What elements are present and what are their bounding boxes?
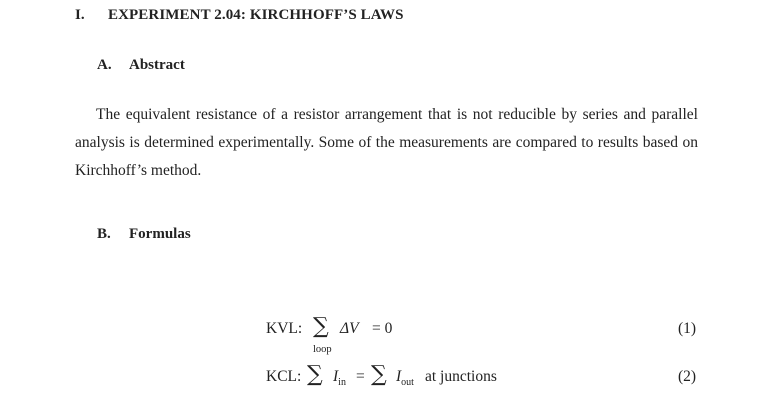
- section-number: I.: [75, 7, 85, 23]
- kcl-lhs-var: I: [333, 368, 339, 385]
- kvl-sigma: ∑: [313, 314, 329, 339]
- abstract-number: A.: [97, 57, 112, 73]
- section-title: EXPERIMENT 2.04: KIRCHHOFF’S LAWS: [108, 7, 404, 23]
- kvl-label: KVL:: [266, 320, 303, 337]
- kcl-equals: =: [356, 368, 365, 385]
- kvl-equation-number: (1): [678, 320, 697, 337]
- formulas-number: B.: [97, 226, 111, 242]
- kcl-lhs-sigma: ∑: [307, 362, 323, 387]
- kcl-rhs: [396, 368, 414, 386]
- abstract-paragraph: The equivalent resistance of a resistor arrangement that is not reducible by series and parallel analysis is determined experimentally. Some of the measurements are compared to results based on Kirchhoff’s method.: [75, 106, 698, 179]
- kcl-lhs: [333, 368, 346, 386]
- kcl-tail: at junctions: [425, 368, 497, 385]
- kcl-rhs-sigma: ∑: [371, 362, 387, 387]
- kvl-term: ΔV: [340, 320, 359, 337]
- formulas-title: Formulas: [129, 226, 191, 242]
- abstract-title: Abstract: [129, 57, 185, 73]
- kcl-rhs-sub: out: [401, 377, 414, 388]
- kvl-equals: = 0: [372, 320, 393, 337]
- kcl-rhs-var: I: [396, 368, 402, 385]
- kcl-lhs-sub: in: [338, 377, 346, 388]
- kcl-label: KCL:: [266, 368, 302, 385]
- kcl-equation-number: (2): [678, 368, 697, 385]
- kvl-under-loop: loop: [313, 344, 332, 355]
